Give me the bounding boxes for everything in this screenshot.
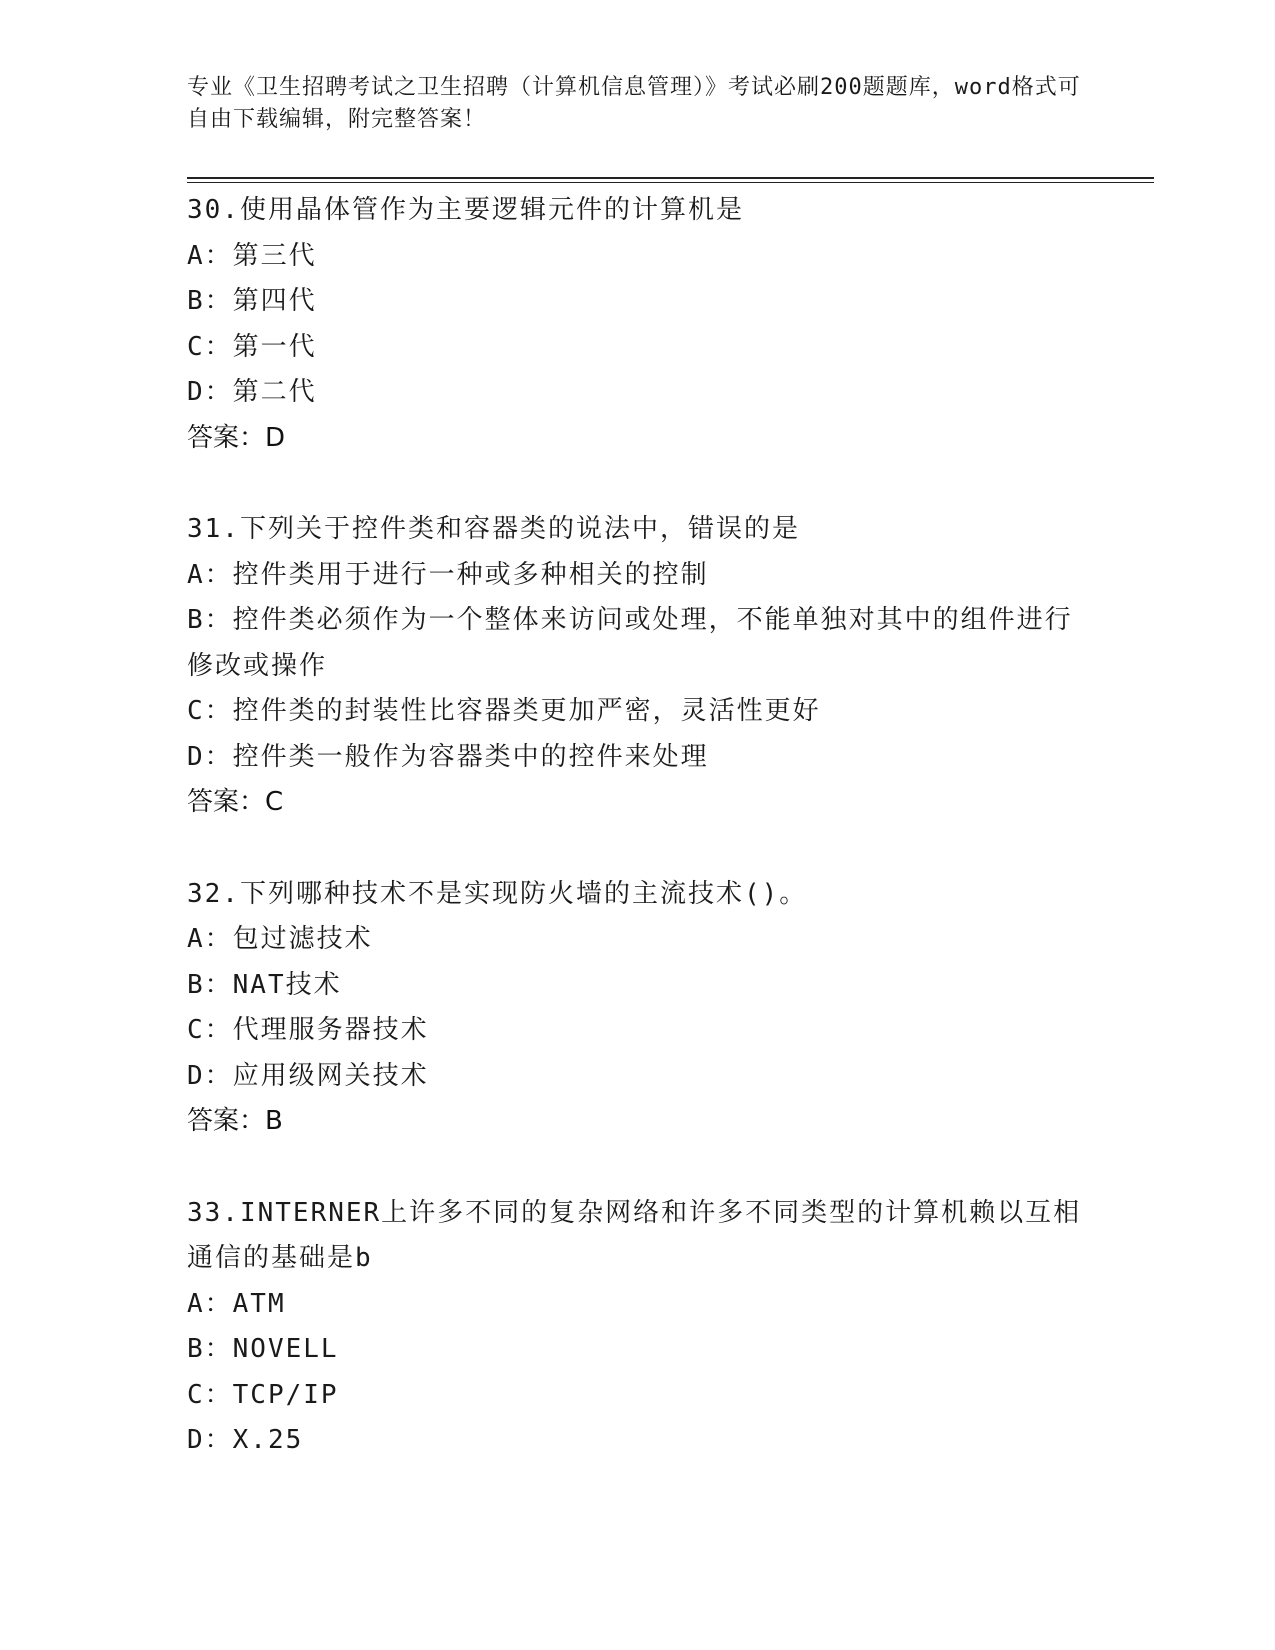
option-text: 第二代 [232, 377, 317, 407]
option-text: NOVELL [232, 1334, 339, 1364]
question-item [187, 1191, 1087, 1464]
question-stem: 32.下列哪种技术不是实现防火墙的主流技术()。 [187, 878, 808, 909]
option-a [187, 553, 1087, 599]
option-c [187, 325, 1087, 371]
option-text: 第四代 [232, 286, 317, 316]
option-b [187, 1327, 1087, 1373]
option-a [187, 917, 1087, 963]
option-d [187, 1054, 1087, 1100]
option-key: B： [187, 286, 233, 316]
option-text: ATM [232, 1288, 286, 1319]
option-c [187, 1008, 1087, 1054]
option-d [187, 735, 1087, 781]
option-c [187, 689, 1087, 735]
option-b [187, 279, 1087, 325]
option-text: 控件类用于进行一种或多种相关的控制 [232, 559, 709, 590]
option-text: 代理服务器技术 [232, 1015, 429, 1045]
option-key: D： [187, 741, 233, 772]
answer-line: 答案：D [187, 422, 286, 453]
answer-line: 答案：B [187, 1106, 283, 1136]
option-key: C： [187, 696, 233, 726]
option-d [187, 370, 1087, 416]
question-stem: 33.INTERNER上许多不同的复杂网络和许多不同类型的计算机赖以互相通信的基础是b [187, 1197, 1082, 1273]
option-key: B： [187, 605, 233, 635]
option-key: C： [187, 331, 233, 362]
option-d [187, 1418, 1087, 1464]
option-text: 包过滤技术 [232, 924, 373, 954]
option-key: B： [187, 1334, 233, 1364]
header-divider-thin [187, 182, 1154, 183]
question-item [187, 188, 1087, 461]
option-key: C： [187, 1379, 233, 1410]
option-key: D： [187, 1060, 233, 1091]
option-key: A： [187, 1288, 233, 1319]
question-stem: 30.使用晶体管作为主要逻辑元件的计算机是 [187, 195, 744, 225]
option-c [187, 1373, 1087, 1419]
option-a [187, 1282, 1087, 1328]
option-text: 第一代 [232, 331, 317, 362]
option-text: 控件类必须作为一个整体来访问或处理，不能单独对其中的组件进行修改或操作 [187, 605, 1073, 681]
question-stem: 31.下列关于控件类和容器类的说法中，错误的是 [187, 514, 800, 544]
option-text: 控件类一般作为容器类中的控件来处理 [232, 741, 709, 772]
document-header: 专业《卫生招聘考试之卫生招聘（计算机信息管理）》考试必刷200题题库，word格式可自由下载编辑，附完整答案！ [187, 75, 1081, 132]
question-list [187, 188, 1087, 1510]
option-key: D： [187, 1425, 233, 1455]
header-divider-thick [187, 177, 1154, 179]
option-key: A： [187, 924, 233, 954]
option-text: 应用级网关技术 [232, 1060, 429, 1091]
option-text: TCP/IP [232, 1379, 339, 1410]
option-b [187, 598, 1087, 689]
option-text: X.25 [232, 1425, 304, 1455]
option-text: NAT技术 [232, 969, 342, 1000]
option-key: C： [187, 1015, 233, 1045]
answer-line: 答案：C [187, 787, 284, 817]
option-key: A： [187, 559, 233, 590]
option-key: A： [187, 240, 233, 271]
option-a [187, 234, 1087, 280]
option-text: 第三代 [232, 240, 317, 271]
option-key: D： [187, 377, 233, 407]
option-text: 控件类的封装性比容器类更加严密，灵活性更好 [232, 696, 821, 726]
question-item [187, 872, 1087, 1145]
option-key: B： [187, 969, 233, 1000]
question-item [187, 507, 1087, 826]
option-b [187, 963, 1087, 1009]
